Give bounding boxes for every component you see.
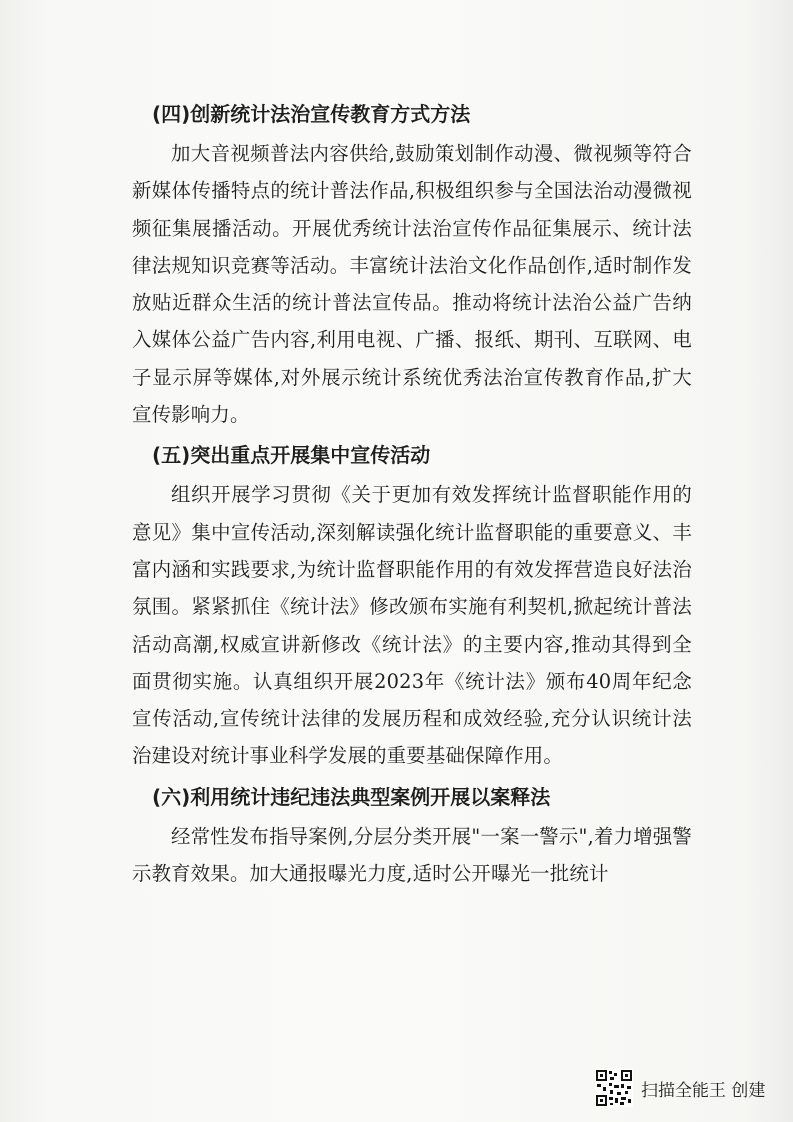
watermark-text: 扫描全能王 创建 [641,1080,766,1101]
section-paragraph-5: 组织开展学习贯彻《关于更加有效发挥统计监督职能作用的意见》集中宣传活动,深刻解读强化统计监督职能的重要意义、丰富内涵和实践要求,为统计监督职能作用的有效发挥营造良好法治氛围。紧紧抓住《统计法》修改颁布实施有利契机,掀起统计普法活动高潮,权威宣讲新修改《统计法》的主要内容,推动其得到全面贯彻实施。认真组织开展2023年《统计法》颁布40周年纪念宣传活动,宣传统计法律的发展历程和成效经验,充分认识统计法治建设对统计事业科学发展的重要基础保障作用。 [132,483,692,768]
section-paragraph-6: 经常性发布指导案例,分层分类开展"一案一警示",着力增强警示教育效果。加大通报曝光力度,适时公开曝光一批统计 [132,824,692,886]
section-heading-6: (六)利用统计违纪违法典型案例开展以案释法 [152,784,551,809]
section-paragraph-4: 加大音视频普法内容供给,鼓励策划制作动漫、微视频等符合新媒体传播特点的统计普法作品,积极组织参与全国法治动漫微视频征集展播活动。开展优秀统计法治宣传作品征集展示、统计法律法规知识竞赛等活动。丰富统计法治文化作品创作,适时制作发放贴近群众生活的统计普法宣传品。推动将统计法治公益广告纳入媒体公益广告内容,利用电视、广播、报纸、期刊、互联网、电子显示屏等媒体,对外展示统计系统优秀法治宣传教育作品,扩大宣传影响力。 [132,142,692,427]
qr-code-icon [595,1069,633,1107]
section-heading-4: (四)创新统计法治宣传教育方式方法 [152,102,471,126]
document-body [132,96,692,892]
scanner-watermark [595,1068,765,1108]
section-heading-5: (五)突出重点开展集中宣传活动 [152,443,431,468]
